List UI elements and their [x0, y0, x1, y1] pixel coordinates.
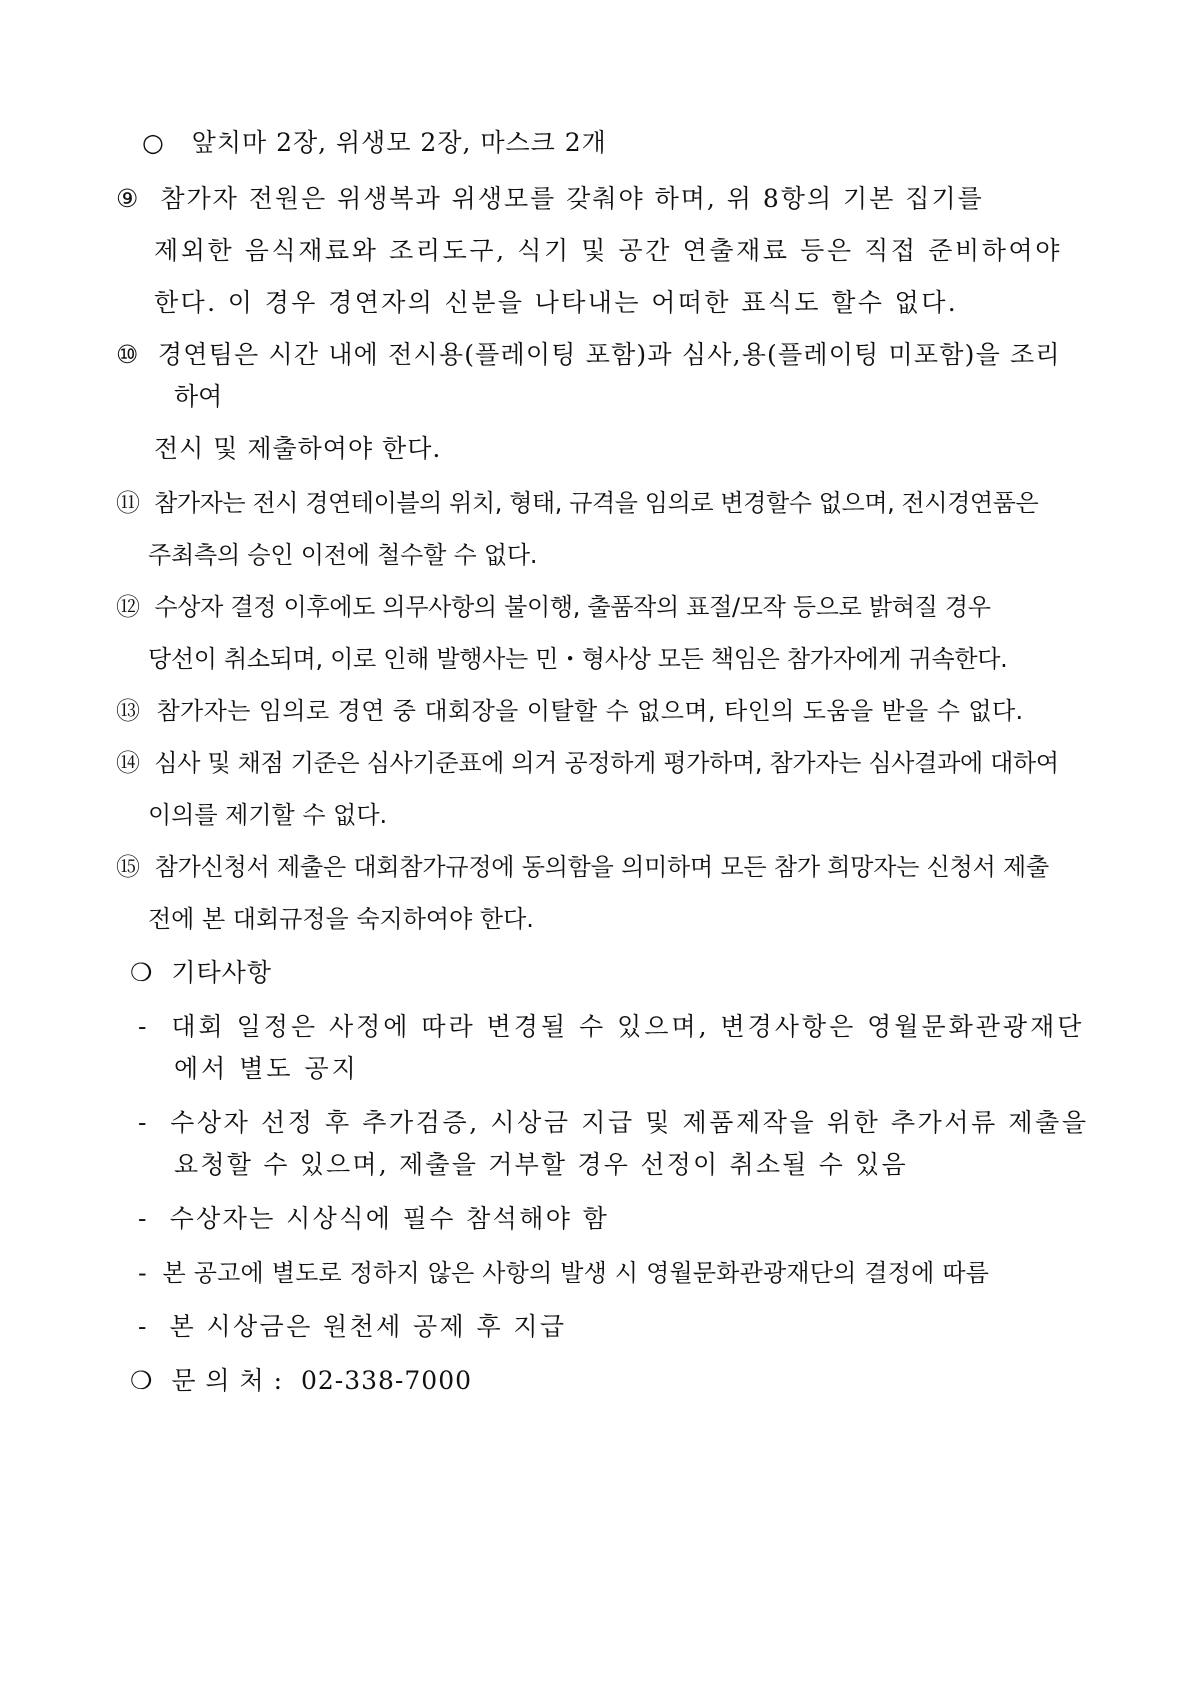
dash: -: [138, 1108, 150, 1137]
item-10-text-2: 하여: [174, 382, 223, 411]
item-14-text-1: 심사 및 채점 기준은 심사기준표에 의거 공정하게 평가하며, 참가자는 심사결과에 대하여: [154, 749, 1059, 777]
dash: -: [138, 1012, 150, 1041]
item-14-line-1: [116, 746, 1059, 780]
item-9-text-3: 한다. 이 경우 경연자의 신분을 나타내는 어떠한 표식도 할수 없다.: [154, 288, 959, 317]
item-10-marker: ⑩: [116, 340, 140, 369]
item-11-line-1: [116, 486, 1038, 520]
etc-item-3-line-1: [138, 1202, 609, 1236]
etc-item-5-text-1: 본 시상금은 원천세 공제 후 지급: [169, 1312, 567, 1341]
item-11-text-1: 참가자는 전시 경연테이블의 위치, 형태, 규격을 임의로 변경할수 없으며, 전시경연품은: [154, 489, 1039, 517]
etc-item-5-line-1: [138, 1310, 566, 1344]
item-15-marker: ⑮: [116, 853, 140, 881]
etc-title: 기타사항: [171, 958, 272, 987]
contact-label: 문 의 처 :: [171, 1366, 284, 1395]
item-12-text-2: 당선이 취소되며, 이로 인해 발행사는 민・형사상 모든 책임은 참가자에게 귀속한다.: [148, 645, 1008, 673]
etc-item-2-text-1: 수상자 선정 후 추가검증, 시상금 지급 및 제품제작을 위한 추가서류 제출을: [170, 1108, 1089, 1137]
dash: -: [138, 1312, 149, 1341]
etc-item-1-text-2: 에서 별도 공지: [174, 1054, 359, 1083]
supplies-line: [142, 126, 607, 160]
contact-line: [130, 1364, 472, 1398]
item-12-line-1: [116, 590, 991, 624]
item-9-text-1: 참가자 전원은 위생복과 위생모를 갖춰야 하며, 위 8항의 기본 집기를: [160, 184, 984, 213]
dash: -: [138, 1204, 149, 1233]
etc-item-2-text-2: 요청할 수 있으며, 제출을 거부할 경우 선정이 취소될 수 있음: [174, 1150, 908, 1179]
contact-phone: 02-338-7000: [300, 1366, 472, 1395]
etc-item-3-text-1: 수상자는 시상식에 필수 참석해야 함: [169, 1204, 610, 1233]
supplies-text: 앞치마 2장, 위생모 2장, 마스크 2개: [191, 128, 607, 157]
etc-item-2-line-1: [138, 1106, 1089, 1140]
item-9-line-1: [116, 182, 984, 216]
item-13-text-1: 참가자는 임의로 경연 중 대회장을 이탈할 수 없으며, 타인의 도움을 받을 수 없다.: [156, 697, 1024, 725]
etc-item-4-line-1: [138, 1256, 989, 1290]
etc-item-1-line-1: [138, 1010, 1084, 1044]
item-9-text-2: 제외한 음식재료와 조리도구, 식기 및 공간 연출재료 등은 직접 준비하여야: [154, 236, 1062, 265]
item-15-text-1: 참가신청서 제출은 대회참가규정에 동의함을 의미하며 모든 참가 희망자는 신청서 제출: [154, 853, 1049, 881]
item-12-text-1: 수상자 결정 이후에도 의무사항의 불이행, 출품작의 표절/모작 등으로 밝혀질 경우: [154, 593, 991, 621]
item-12-marker: ⑫: [116, 593, 140, 621]
item-13-marker: ⑬: [116, 697, 141, 725]
item-10-text-1: 경연팀은 시간 내에 전시용(플레이팅 포함)과 심사,용(플레이팅 미포함)을 조리: [157, 340, 1061, 369]
item-10-line-1: [116, 338, 1061, 372]
item-14-text-2: 이의를 제기할 수 없다.: [148, 801, 388, 829]
etc-item-4-text-1: 본 공고에 별도로 정하지 않은 사항의 발생 시 영월문화관광재단의 결정에 따름: [162, 1259, 990, 1287]
dash: -: [138, 1259, 147, 1287]
bullet-circle-icon: ❍: [130, 1366, 154, 1395]
item-14-marker: ⑭: [116, 749, 140, 777]
item-11-text-2: 주최측의 승인 이전에 철수할 수 없다.: [148, 541, 538, 569]
bullet-circle: ○: [142, 128, 165, 157]
bullet-circle-icon: ❍: [130, 958, 154, 987]
etc-item-1-text-1: 대회 일정은 사정에 따라 변경될 수 있으며, 변경사항은 영월문화관광재단: [171, 1012, 1085, 1041]
etc-heading: [130, 956, 272, 990]
item-15-line-1: [116, 850, 1049, 884]
item-10-text-3: 전시 및 제출하여야 한다.: [154, 434, 442, 463]
item-13-line-1: [116, 694, 1024, 728]
item-15-text-2: 전에 본 대회규정을 숙지하여야 한다.: [148, 905, 534, 933]
item-9-marker: ⑨: [116, 184, 141, 213]
item-11-marker: ⑪: [116, 489, 140, 517]
